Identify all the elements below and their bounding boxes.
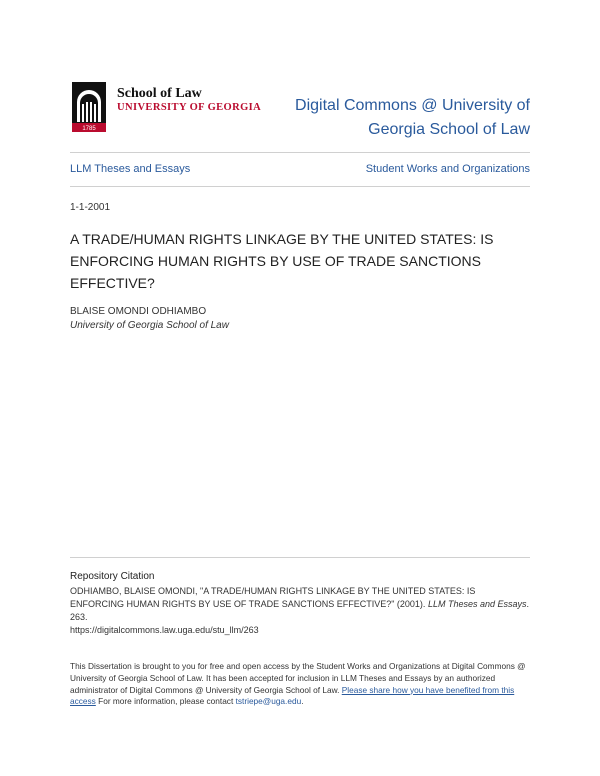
- logo-text[interactable]: [117, 86, 261, 114]
- arch-logo-icon[interactable]: [72, 82, 106, 132]
- logo-school-name: School of Law: [117, 86, 202, 101]
- nav-divider: [70, 186, 530, 187]
- contact-text: For more information, please contact: [98, 696, 234, 707]
- author-affiliation: University of Georgia School of Law: [70, 320, 229, 331]
- share-feedback-link[interactable]: Please share how you have benefited from this access: [70, 684, 515, 707]
- citation-series: LLM Theses and Essays: [427, 599, 527, 609]
- access-notice: [70, 661, 530, 708]
- header: [70, 80, 530, 140]
- publication-date: 1-1-2001: [70, 202, 111, 213]
- repository-line-2: Georgia School of Law: [368, 121, 530, 138]
- logo-year: 1785: [82, 126, 96, 132]
- document-title: A TRADE/HUMAN RIGHTS LINKAGE BY THE UNITED STATES: IS ENFORCING HUMAN RIGHTS BY USE OF TRADE SANCTIONS EFFECTIVE?: [70, 231, 494, 291]
- repository-line-1: Digital Commons @ University of: [295, 97, 530, 114]
- repository-link[interactable]: [280, 94, 530, 142]
- community-link[interactable]: Student Works and Organizations: [365, 163, 530, 175]
- author-name: BLAISE OMONDI ODHIAMBO: [70, 306, 207, 317]
- collection-link[interactable]: LLM Theses and Essays: [70, 163, 191, 175]
- cover-page: [70, 0, 530, 776]
- contact-email-link[interactable]: tstriepe@uga.edu: [235, 696, 302, 707]
- citation-url[interactable]: https://digitalcommons.law.uga.edu/stu_llm/263: [70, 625, 259, 635]
- notice-text: This Dissertation is brought to you for free and open access by the Student Works and Organizations at Digital Commons @ University of Georgia School of Law. It has been accepted for inclusion in LLM Theses and Essays by an authorized administrator of Digital Commons @ University of Georgia School of Law.: [70, 661, 526, 695]
- citation-number: . 263.: [70, 599, 530, 622]
- notice-end: .: [301, 696, 304, 707]
- logo-university-name: UNIVERSITY OF GEORGIA: [117, 102, 262, 113]
- citation-body: [70, 585, 530, 637]
- citation-text: ODHIAMBO, BLAISE OMONDI, "A TRADE/HUMAN RIGHTS LINKAGE BY THE UNITED STATES: IS ENFORCING HUMAN RIGHTS BY USE OF TRADE SANCTIONS EFFECTIVE?" (2001).: [70, 586, 476, 609]
- header-divider: [70, 152, 530, 153]
- citation-divider: [70, 557, 530, 558]
- citation-heading: Repository Citation: [70, 571, 155, 582]
